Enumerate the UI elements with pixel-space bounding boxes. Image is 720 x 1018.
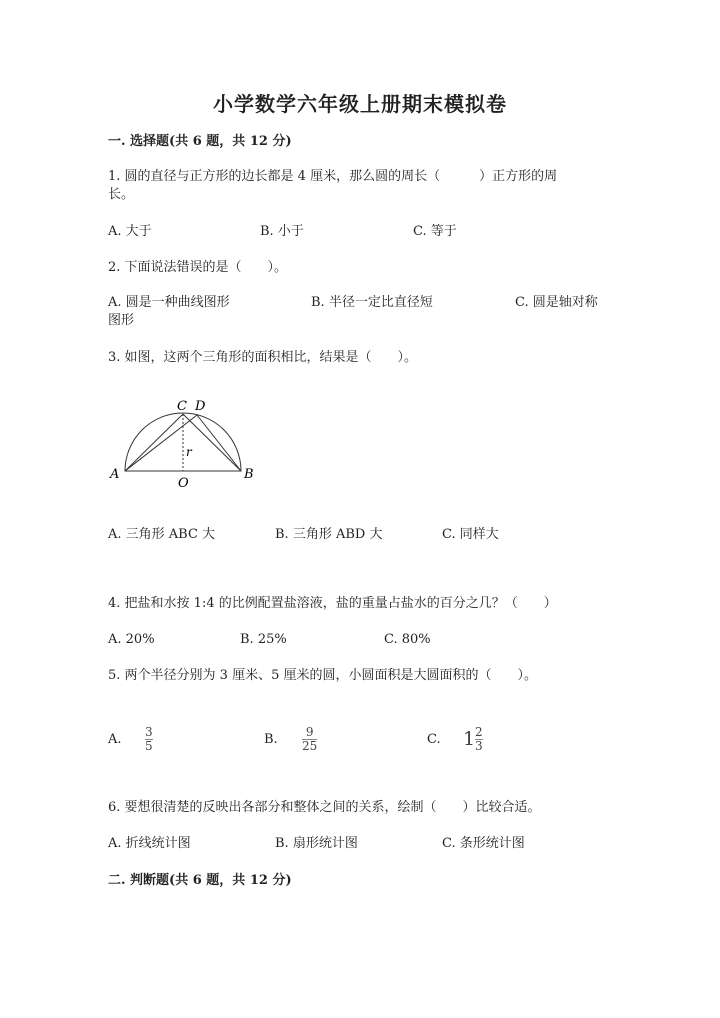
- q4-option-a: A. 20%: [108, 632, 155, 647]
- q5-option-c-fraction: [475, 726, 483, 753]
- q1-option-c: C. 等于: [413, 224, 457, 239]
- label-c: C: [177, 399, 187, 414]
- label-d: D: [195, 399, 206, 414]
- numerator: 2: [475, 725, 483, 739]
- denominator: 5: [145, 739, 153, 753]
- denominator: 3: [475, 739, 483, 753]
- q4-option-c: C. 80%: [384, 632, 431, 647]
- q1-option-a: A. 大于: [108, 224, 152, 239]
- q5-option-c-whole: 1: [463, 728, 476, 750]
- denominator: 25: [302, 739, 318, 753]
- question-4-text: 4. 把盐和水按 1:4 的比例配置盐溶液，盐的重量占盐水的百分之几？（ ）: [108, 596, 557, 611]
- q6-option-c: C. 条形统计图: [442, 836, 525, 851]
- q5-option-c-label: C.: [427, 732, 441, 747]
- q3-option-c: C. 同样大: [442, 527, 499, 542]
- q5-option-b-label: B.: [264, 732, 278, 747]
- q5-option-a-label: A.: [108, 732, 122, 747]
- q2-option-a: A. 圆是一种曲线图形: [108, 295, 230, 310]
- label-r: r: [186, 445, 192, 459]
- q3-option-b: B. 三角形 ABD 大: [275, 527, 383, 542]
- section-heading-choice: 一. 选择题(共 6 题，共 12 分): [108, 134, 292, 149]
- section-heading-judgment: 二. 判断题(共 6 题，共 12 分): [108, 873, 292, 888]
- page-title: 小学数学六年级上册期末模拟卷: [213, 92, 507, 116]
- q3-option-a: A. 三角形 ABC 大: [108, 527, 216, 542]
- q2-option-c: C. 圆是轴对称: [515, 295, 598, 310]
- question-6-text: 6. 要想很清楚的反映出各部分和整体之间的关系，绘制（ ）比较合适。: [108, 800, 541, 815]
- label-a: A: [110, 467, 120, 482]
- question-1-text: 1. 圆的直径与正方形的边长都是 4 厘米，那么圆的周长（ ）正方形的周: [108, 169, 558, 184]
- question-3-text: 3. 如图，这两个三角形的面积相比，结果是（ ）。: [108, 350, 418, 365]
- q1-option-b: B. 小于: [260, 224, 304, 239]
- q5-option-b-fraction: [302, 726, 317, 753]
- q6-option-b: B. 扇形统计图: [275, 836, 358, 851]
- q5-option-a-fraction: [145, 726, 153, 753]
- numerator: 9: [305, 725, 314, 739]
- question-2-text: 2. 下面说法错误的是（ ）。: [108, 260, 288, 275]
- label-b: B: [244, 467, 254, 482]
- q4-option-b: B. 25%: [240, 632, 287, 647]
- label-o: O: [178, 476, 189, 490]
- q2-option-c-wrap: 图形: [108, 313, 135, 328]
- semicircle-triangle-figure: [100, 390, 280, 490]
- question-1-text-wrap: 长。: [108, 187, 135, 202]
- numerator: 3: [145, 725, 153, 739]
- question-5-text: 5. 两个半径分别为 3 厘米、5 厘米的圆，小圆面积是大圆面积的（ ）。: [108, 668, 537, 683]
- q2-option-b: B. 半径一定比直径短: [311, 295, 433, 310]
- q6-option-a: A. 折线统计图: [108, 836, 191, 851]
